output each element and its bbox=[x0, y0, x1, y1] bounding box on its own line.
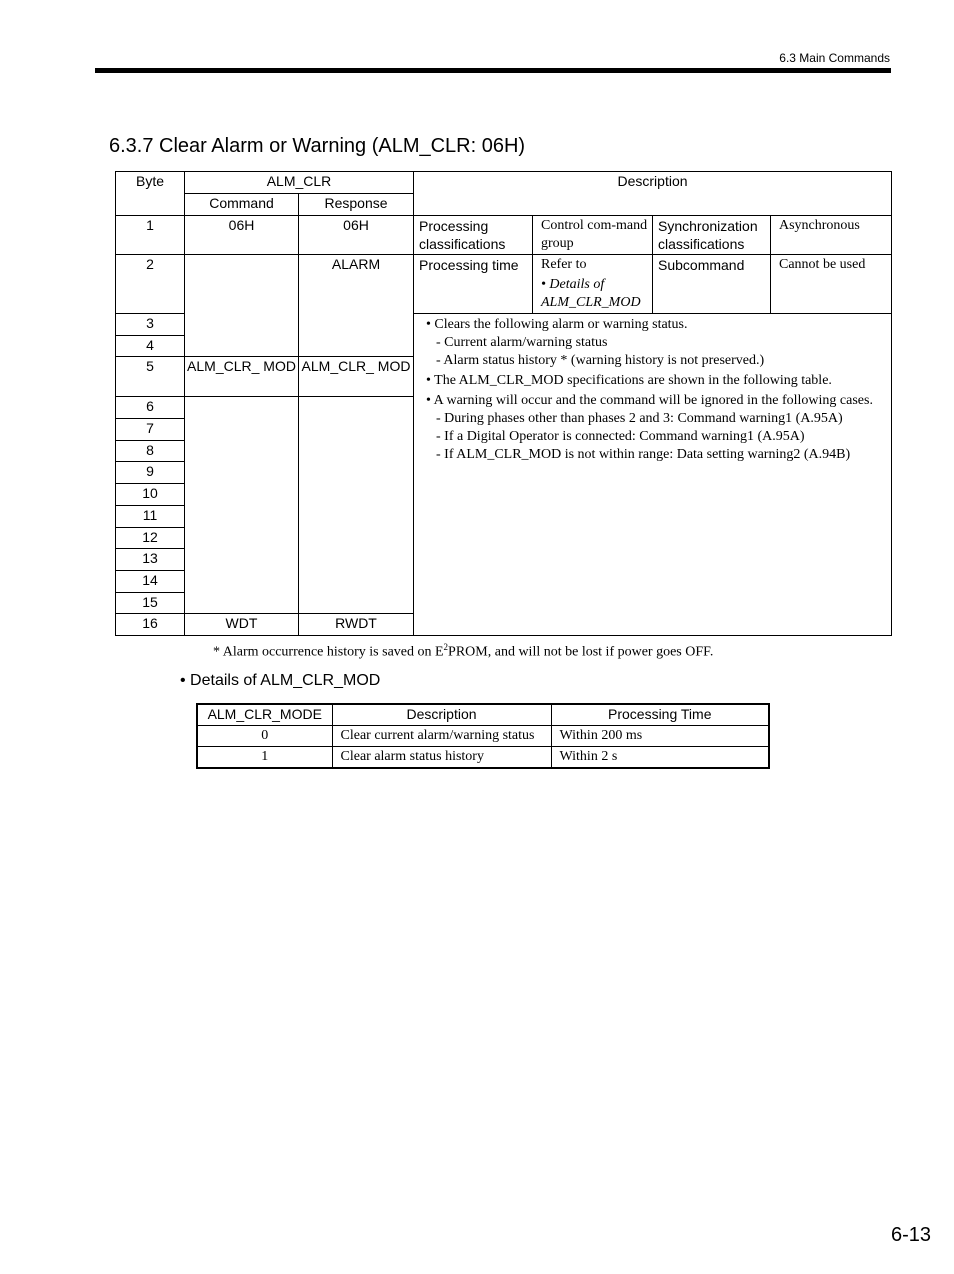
byte-cell: 12 bbox=[116, 527, 185, 549]
byte-cell: 8 bbox=[116, 440, 185, 462]
response-cell: RWDT bbox=[299, 614, 414, 636]
command-cell-empty bbox=[185, 397, 299, 614]
description-line: • Clears the following alarm or warning status. bbox=[426, 317, 688, 332]
alm-clr-mod-table bbox=[196, 703, 770, 769]
description-header: Description bbox=[414, 172, 892, 216]
alarm-response-cell: ALARM bbox=[299, 255, 414, 357]
description-line: - If a Digital Operator is connected: Command warning1 (A.95A) bbox=[436, 429, 805, 444]
byte-cell: 1 bbox=[116, 216, 185, 255]
subcommand-label: Subcommand bbox=[653, 255, 771, 314]
description-line: - During phases other than phases 2 and 3: Command warning1 (A.95A) bbox=[436, 411, 843, 426]
table-row-1 bbox=[116, 216, 892, 255]
running-header: 6.3 Main Commands bbox=[779, 51, 890, 65]
footnote-superscript: 2 bbox=[443, 642, 449, 652]
processing-time-cell: Within 200 ms bbox=[551, 726, 769, 747]
subcommand-value: Cannot be used bbox=[771, 255, 892, 314]
processing-time-refer: Refer to bbox=[541, 257, 587, 272]
processing-classifications-value: Control com-mand group bbox=[533, 216, 653, 255]
command-cell-empty bbox=[185, 255, 299, 357]
table-header-row bbox=[116, 172, 892, 194]
table-row bbox=[197, 747, 769, 769]
section-title: 6.3.7 Clear Alarm or Warning (ALM_CLR: 06H) bbox=[109, 135, 526, 157]
byte-cell: 5 bbox=[116, 357, 185, 397]
processing-time-link: • Details of ALM_CLR_MOD bbox=[541, 277, 641, 310]
processing-time-value bbox=[533, 255, 653, 314]
description-line: • A warning will occur and the command will be ignored in the following cases. bbox=[426, 393, 873, 408]
byte-cell: 15 bbox=[116, 592, 185, 614]
details-heading: • Details of ALM_CLR_MOD bbox=[180, 672, 381, 689]
byte-cell: 3 bbox=[116, 314, 185, 336]
alm-clr-command-table bbox=[115, 171, 892, 636]
description-cell bbox=[414, 314, 892, 636]
description-line: - Current alarm/warning status bbox=[436, 335, 608, 350]
processing-time-cell: Within 2 s bbox=[551, 747, 769, 769]
footnote bbox=[213, 642, 713, 661]
description-column-header: Description bbox=[332, 704, 551, 726]
byte-cell: 2 bbox=[116, 255, 185, 314]
mod-table-header-row bbox=[197, 704, 769, 726]
command-cell: 06H bbox=[185, 216, 299, 255]
mode-cell: 1 bbox=[197, 747, 332, 769]
byte-cell: 6 bbox=[116, 397, 185, 419]
table-row bbox=[197, 726, 769, 747]
processing-classifications-label: Processing classifications bbox=[414, 216, 533, 255]
table-row-2 bbox=[116, 255, 892, 314]
byte-cell: 10 bbox=[116, 484, 185, 506]
description-line: • The ALM_CLR_MOD specifications are shown in the following table. bbox=[426, 373, 832, 388]
byte-cell: 7 bbox=[116, 419, 185, 441]
header-rule bbox=[95, 68, 891, 73]
byte-cell: 16 bbox=[116, 614, 185, 636]
page-number: 6-13 bbox=[890, 1224, 931, 1246]
synchronization-classifications-value: Asynchronous bbox=[771, 216, 892, 255]
byte-cell: 4 bbox=[116, 335, 185, 357]
byte-header: Byte bbox=[116, 172, 185, 216]
response-header: Response bbox=[299, 194, 414, 216]
command-header: Command bbox=[185, 194, 299, 216]
response-cell-empty bbox=[299, 397, 414, 614]
byte-cell: 11 bbox=[116, 505, 185, 527]
mode-column-header: ALM_CLR_MODE bbox=[197, 704, 332, 726]
response-cell: ALM_CLR_ MOD bbox=[299, 357, 414, 397]
description-line: - If ALM_CLR_MOD is not within range: Data setting warning2 (A.94B) bbox=[436, 447, 851, 462]
footnote-prefix: * Alarm occurrence history is saved on E bbox=[213, 644, 444, 660]
description-line: - Alarm status history * (warning history is not preserved.) bbox=[436, 353, 765, 368]
byte-cell: 14 bbox=[116, 570, 185, 592]
byte-cell: 13 bbox=[116, 549, 185, 571]
command-cell: ALM_CLR_ MOD bbox=[185, 357, 299, 397]
byte-cell: 9 bbox=[116, 462, 185, 484]
footnote-suffix: PROM, and will not be lost if power goes OFF. bbox=[448, 644, 714, 660]
response-cell: 06H bbox=[299, 216, 414, 255]
processing-time-label: Processing time bbox=[414, 255, 533, 314]
alm-clr-header: ALM_CLR bbox=[185, 172, 414, 194]
synchronization-classifications-label: Synchronization classifications bbox=[653, 216, 771, 255]
description-cell: Clear current alarm/warning status bbox=[332, 726, 551, 747]
processing-time-column-header: Processing Time bbox=[551, 704, 769, 726]
description-cell: Clear alarm status history bbox=[332, 747, 551, 769]
command-cell: WDT bbox=[185, 614, 299, 636]
mode-cell: 0 bbox=[197, 726, 332, 747]
